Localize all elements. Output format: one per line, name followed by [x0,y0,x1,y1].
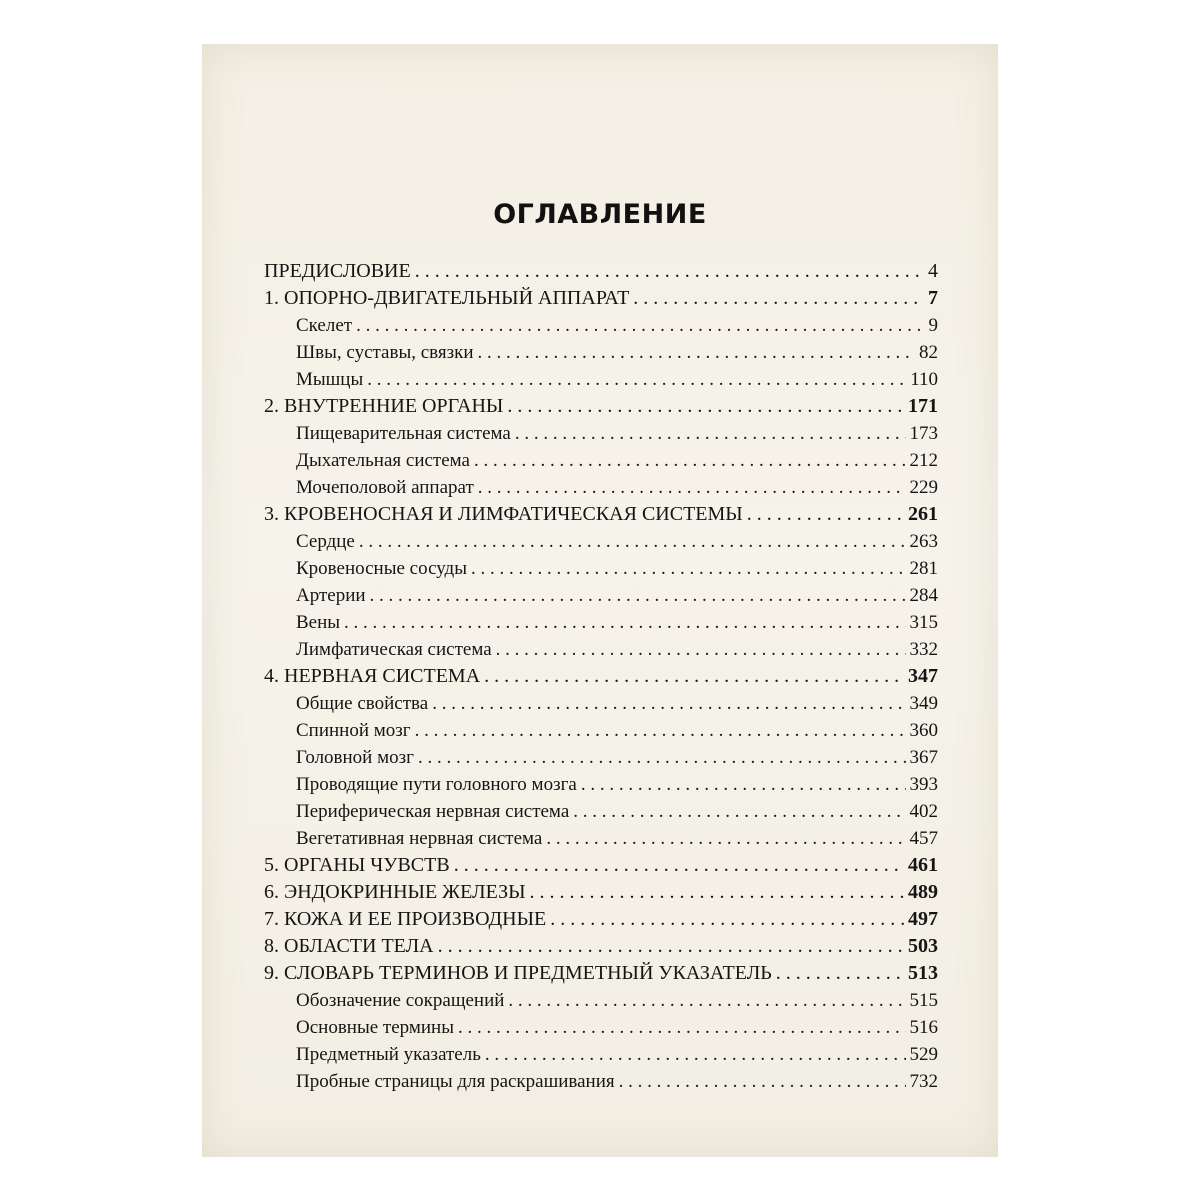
toc-leader-dots [438,933,904,960]
toc-entry-label: Головной мозг [296,747,414,768]
toc-entry-label: 6. ЭНДОКРИННЫЕ ЖЕЛЕЗЫ [264,881,526,903]
toc-page-number: 489 [908,881,938,903]
toc-subentry [264,528,938,555]
toc-leader-dots [344,609,905,636]
toc-chapter-entry [264,906,938,933]
toc-entry-label: Обозначение сокращений [296,990,505,1011]
toc-entry-label: 5. ОРГАНЫ ЧУВСТВ [264,854,450,876]
toc-subentry [264,1014,938,1041]
toc-entry-label: 1. ОПОРНО-ДВИГАТЕЛЬНЫЙ АППАРАТ [264,287,630,309]
toc-leader-dots [619,1068,906,1095]
toc-chapter-entry [264,501,938,528]
toc-entry-label: Проводящие пути головного мозга [296,774,577,795]
toc-leader-dots [432,690,905,717]
toc-entry-label: Кровеносные сосуды [296,558,467,579]
toc-leader-dots [370,582,906,609]
toc-entry-label: Предметный указатель [296,1044,481,1065]
toc-entry-label: Основные термины [296,1017,454,1038]
toc-subentry [264,366,938,393]
toc-leader-dots [367,366,906,393]
toc-subentry [264,1068,938,1095]
toc-entry-label: Лимфатическая система [296,639,492,660]
toc-page-number: 171 [908,395,938,417]
toc-page-number: 461 [908,854,938,876]
toc-entry-label: Пробные страницы для раскрашивания [296,1071,615,1092]
toc-leader-dots [418,744,906,771]
toc-subentry [264,312,938,339]
toc-chapter-entry [264,285,938,312]
toc-page-number: 503 [908,935,938,957]
toc-subentry [264,798,938,825]
toc-leader-dots [550,906,904,933]
toc-page-number: 515 [909,990,938,1011]
toc-subentry [264,825,938,852]
toc-page-number: 212 [909,450,938,471]
toc-subentry [264,474,938,501]
toc-chapter-entry [264,933,938,960]
toc-subentry [264,717,938,744]
toc-entry-label: 4. НЕРВНАЯ СИСТЕМА [264,665,481,687]
toc-entry-label: 9. СЛОВАРЬ ТЕРМИНОВ И ПРЕДМЕТНЫЙ УКАЗАТЕЛЬ [264,962,772,984]
toc-chapter-entry [264,258,938,285]
toc-leader-dots [530,879,904,906]
toc-entry-label: Дыхательная система [296,450,470,471]
toc-subentry [264,582,938,609]
toc-leader-dots [484,663,904,690]
toc-leader-dots [747,501,904,528]
toc-leader-dots [515,420,906,447]
toc-subentry [264,447,938,474]
toc-entry-label: Вены [296,612,341,633]
toc-subentry [264,987,938,1014]
toc-entry-label: Артерии [296,585,366,606]
toc-subentry [264,636,938,663]
toc-subentry [264,744,938,771]
toc-leader-dots [471,555,906,582]
book-page [202,44,998,1157]
toc-page-number: 402 [909,801,938,822]
toc-subentry [264,771,938,798]
toc-page-number: 229 [909,477,938,498]
toc-entry-label: Сердце [296,531,355,552]
toc-page-number: 281 [909,558,938,579]
toc-chapter-entry [264,960,938,987]
toc-leader-dots [359,528,906,555]
toc-page-number: 367 [909,747,938,768]
toc-leader-dots [458,1014,906,1041]
toc-leader-dots [454,852,904,879]
toc-page-number: 110 [910,369,938,390]
toc-leader-dots [776,960,904,987]
toc-page-number: 497 [908,908,938,930]
toc-subentry [264,690,938,717]
toc-leader-dots [508,987,905,1014]
toc-page-number: 284 [909,585,938,606]
toc-entry-label: Периферическая нервная система [296,801,570,822]
toc-subentry [264,339,938,366]
toc-chapter-entry [264,879,938,906]
toc-leader-dots [415,258,924,285]
toc-entry-label: 8. ОБЛАСТИ ТЕЛА [264,935,434,957]
page-title: ОГЛАВЛЕНИЕ [493,199,707,230]
toc-page-number: 263 [909,531,938,552]
toc-entry-label: 7. КОЖА И ЕЕ ПРОИЗВОДНЫЕ [264,908,547,930]
toc-leader-dots [478,339,915,366]
toc-subentry [264,1041,938,1068]
toc-page-number: 347 [908,665,938,687]
toc-page-number: 332 [909,639,938,660]
toc-chapter-entry [264,663,938,690]
toc-entry-label: Мышцы [296,369,364,390]
toc-subentry [264,420,938,447]
toc-leader-dots [546,825,905,852]
toc-page-number: 82 [919,342,938,363]
toc-subentry [264,555,938,582]
table-of-contents [264,258,938,1095]
toc-subentry [264,609,938,636]
toc-chapter-entry [264,393,938,420]
toc-leader-dots [415,717,906,744]
toc-page-number: 360 [909,720,938,741]
toc-page-number: 9 [928,315,938,336]
toc-entry-label: Вегетативная нервная система [296,828,543,849]
toc-leader-dots [573,798,905,825]
toc-leader-dots [581,771,906,798]
toc-leader-dots [356,312,924,339]
toc-page-number: 732 [909,1071,938,1092]
toc-entry-label: 3. КРОВЕНОСНАЯ И ЛИМФАТИЧЕСКАЯ СИСТЕМЫ [264,503,743,525]
toc-entry-label: Скелет [296,315,353,336]
toc-page-number: 261 [908,503,938,525]
toc-entry-label: Швы, суставы, связки [296,342,474,363]
toc-leader-dots [485,1041,906,1068]
toc-leader-dots [474,447,906,474]
toc-page-number: 7 [928,287,938,309]
toc-chapter-entry [264,852,938,879]
toc-page-number: 457 [909,828,938,849]
toc-entry-label: Пищеварительная система [296,423,511,444]
toc-leader-dots [633,285,924,312]
toc-entry-label: Общие свойства [296,693,429,714]
toc-page-number: 173 [909,423,938,444]
toc-entry-label: ПРЕДИСЛОВИЕ [264,260,411,282]
toc-leader-dots [478,474,906,501]
toc-page-number: 4 [928,260,938,282]
toc-page-number: 529 [909,1044,938,1065]
toc-entry-label: Спинной мозг [296,720,411,741]
toc-page-number: 315 [909,612,938,633]
toc-page-number: 393 [909,774,938,795]
toc-leader-dots [507,393,904,420]
toc-page-number: 349 [909,693,938,714]
toc-leader-dots [496,636,906,663]
toc-entry-label: Мочеполовой аппарат [296,477,474,498]
toc-entry-label: 2. ВНУТРЕННИЕ ОРГАНЫ [264,395,504,417]
toc-page-number: 513 [908,962,938,984]
toc-page-number: 516 [909,1017,938,1038]
